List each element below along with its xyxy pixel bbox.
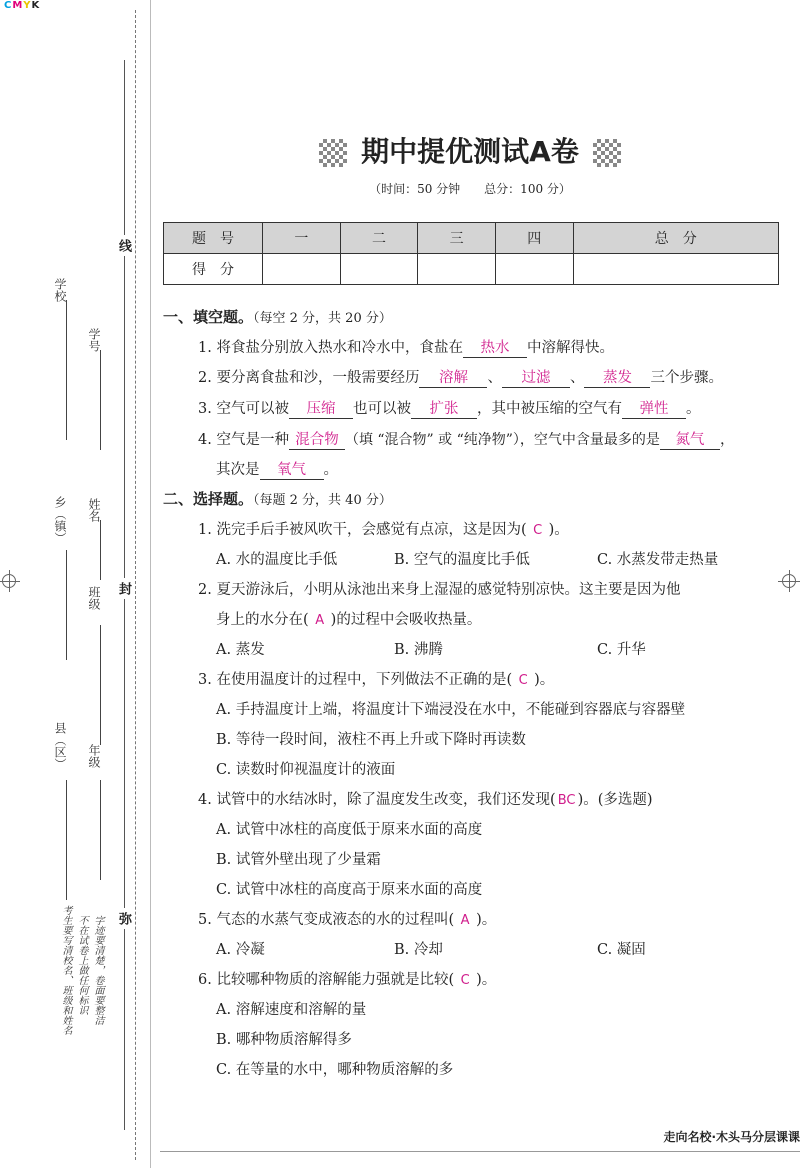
seal-label-xian: 线 bbox=[114, 235, 133, 256]
option-c: C. 在等量的水中，哪种物质溶解的多 bbox=[216, 1062, 454, 1078]
score-table-header: 题 号 一 二 三 四 总 分 bbox=[164, 223, 779, 254]
township-label: 乡（镇） bbox=[53, 496, 67, 544]
option-c: C. 凝固 bbox=[597, 942, 646, 958]
footer-divider bbox=[160, 1151, 800, 1152]
option-c: C. 水蒸发带走热量 bbox=[597, 552, 719, 568]
option-a: A. 溶解速度和溶解的量 bbox=[216, 1002, 367, 1018]
answer-blank: 溶解 bbox=[419, 366, 487, 388]
registration-mark-icon bbox=[782, 574, 796, 588]
notice-line-3: 字迹要清楚，卷面要整洁 bbox=[92, 915, 103, 1025]
option-c: C. 试管中冰柱的高度高于原来水面的高度 bbox=[216, 882, 483, 898]
page-title: 期中提优测试A卷 bbox=[160, 130, 780, 170]
notice-line-1: 考生要写清校名、班级和姓名 bbox=[60, 905, 71, 1035]
section-2-heading: 二、选择题。（每题 2 分，共 40 分） bbox=[163, 490, 392, 508]
choice-question-1: 1. 洗完手后手被风吹干，会感觉有点凉，这是因为( C )。 bbox=[198, 522, 569, 538]
option-b: B. 沸腾 bbox=[394, 642, 443, 658]
option-b: B. 等待一段时间，液柱不再上升或下降时再读数 bbox=[216, 732, 526, 748]
fill-question-4-cont: 其次是 氧气 。 bbox=[216, 458, 338, 480]
student-no-field-line bbox=[100, 350, 101, 450]
answer-blank: 弹性 bbox=[622, 397, 686, 419]
option-c: C. 升华 bbox=[597, 642, 646, 658]
choice-answer: C bbox=[460, 973, 470, 988]
choice-answer: C bbox=[533, 523, 543, 538]
student-no-label: 学号 bbox=[87, 328, 101, 352]
school-label: 学校 bbox=[53, 278, 67, 302]
option-a: A. 蒸发 bbox=[216, 642, 265, 658]
choice-question-4: 4. 试管中的水结冰时，除了温度发生改变，我们还发现( BC )。(多选题) bbox=[198, 792, 653, 808]
fill-question-4: 4. 空气是一种 混合物 （填 “混合物” 或 “纯净物”），空气中含量最多的是 氮气 ， bbox=[198, 428, 734, 450]
option-b: B. 空气的温度比手低 bbox=[394, 552, 530, 568]
footer-series-name: 走向名校·木头马分层课课 bbox=[663, 1130, 800, 1144]
township-field-line bbox=[66, 550, 67, 660]
score-cell[interactable] bbox=[495, 254, 573, 285]
answer-blank: 混合物 bbox=[289, 428, 345, 450]
score-table-row: 得 分 bbox=[164, 254, 779, 285]
checker-ornament-icon bbox=[319, 139, 347, 167]
answer-blank: 蒸发 bbox=[584, 366, 650, 388]
score-cell[interactable] bbox=[573, 254, 779, 285]
option-a: A. 手持温度计上端，将温度计下端浸没在水中，不能碰到容器底与容器壁 bbox=[216, 702, 686, 718]
choice-question-5: 5. 气态的水蒸气变成液态的水的过程叫( A )。 bbox=[198, 912, 497, 928]
choice-answer: C bbox=[518, 673, 528, 688]
answer-blank: 热水 bbox=[463, 336, 527, 358]
school-field-line bbox=[66, 300, 67, 440]
name-label: 姓名 bbox=[87, 498, 101, 522]
seal-label-feng: 封 bbox=[114, 578, 133, 599]
notice-line-2: 不在试卷上做任何标识 bbox=[76, 915, 87, 1015]
choice-question-2-cont: 身上的水分在( A )的过程中会吸收热量。 bbox=[216, 612, 482, 628]
name-field-line bbox=[100, 520, 101, 580]
answer-blank: 氮气 bbox=[660, 428, 720, 450]
exam-time-and-score: （时间：50 分钟 总分：100 分） bbox=[369, 182, 571, 196]
answer-blank: 过滤 bbox=[502, 366, 570, 388]
fill-question-2: 2. 要分离食盐和沙，一般需要经历 溶解 、 过滤 、 蒸发 三个步骤。 bbox=[198, 366, 723, 388]
fill-question-3: 3. 空气可以被 压缩 也可以被 扩张 ，其中被压缩的空气有 弹性 。 bbox=[198, 397, 700, 419]
choice-answer: A bbox=[460, 913, 470, 928]
section-1-heading: 一、填空题。（每空 2 分，共 20 分） bbox=[163, 308, 392, 326]
fill-question-1: 1. 将食盐分别放入热水和冷水中，食盐在 热水 中溶解得快。 bbox=[198, 336, 614, 358]
cmyk-print-mark: CMYK bbox=[4, 0, 41, 11]
choice-answer: A bbox=[315, 613, 325, 628]
score-cell[interactable] bbox=[418, 254, 496, 285]
page-edge-line bbox=[150, 0, 151, 1168]
answer-blank: 压缩 bbox=[289, 397, 353, 419]
county-label: 县（区） bbox=[53, 722, 67, 770]
option-b: B. 冷却 bbox=[394, 942, 443, 958]
answer-blank: 氧气 bbox=[260, 458, 324, 480]
grade-label: 年级 bbox=[87, 744, 101, 768]
checker-ornament-icon bbox=[593, 139, 621, 167]
option-a: A. 试管中冰柱的高度低于原来水面的高度 bbox=[216, 822, 483, 838]
option-a: A. 水的温度比手低 bbox=[216, 552, 338, 568]
score-cell[interactable] bbox=[263, 254, 341, 285]
choice-answer: BC bbox=[557, 793, 576, 808]
county-field-line bbox=[66, 780, 67, 900]
class-field-line bbox=[100, 625, 101, 745]
score-table bbox=[163, 222, 779, 285]
class-label: 班级 bbox=[87, 586, 101, 610]
choice-question-3: 3. 在使用温度计的过程中，下列做法不正确的是( C )。 bbox=[198, 672, 555, 688]
option-c: C. 读数时仰视温度计的液面 bbox=[216, 762, 396, 778]
registration-mark-icon bbox=[2, 574, 16, 588]
binding-dashed-line bbox=[135, 10, 136, 1160]
choice-question-2: 2. 夏天游泳后，小明从泳池出来身上湿湿的感觉特别凉快。这主要是因为他 bbox=[198, 582, 681, 598]
option-b: B. 哪种物质溶解得多 bbox=[216, 1032, 352, 1048]
answer-blank: 扩张 bbox=[411, 397, 477, 419]
seal-label-mi: 弥 bbox=[114, 908, 133, 929]
choice-question-6: 6. 比较哪种物质的溶解能力强就是比较( C )。 bbox=[198, 972, 497, 988]
grade-field-line bbox=[100, 780, 101, 880]
option-a: A. 冷凝 bbox=[216, 942, 265, 958]
option-b: B. 试管外壁出现了少量霜 bbox=[216, 852, 381, 868]
score-cell[interactable] bbox=[340, 254, 418, 285]
